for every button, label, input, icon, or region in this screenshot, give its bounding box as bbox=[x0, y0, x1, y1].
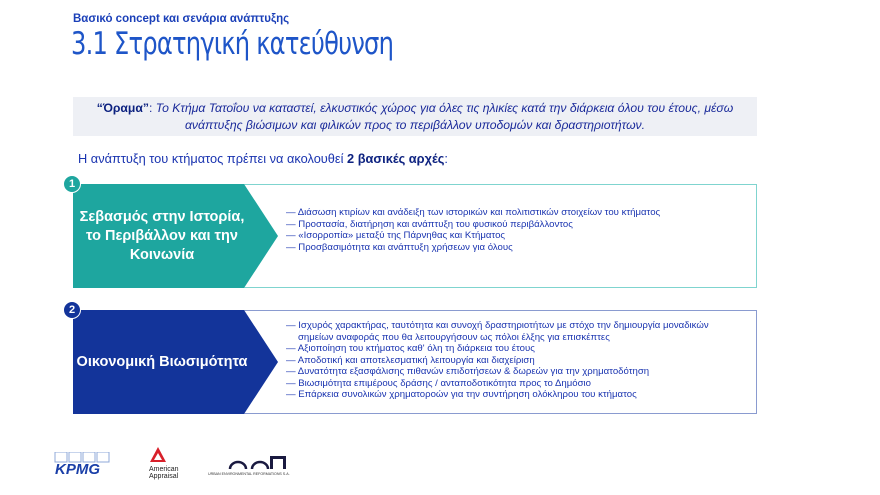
page-title: 3.1 Στρατηγική κατεύθυνση bbox=[71, 26, 394, 62]
kpmg-logo bbox=[54, 452, 112, 476]
bullet-item: — Προστασία, διατήρηση και ανάπτυξη του φυσικού περιβάλλοντος bbox=[286, 219, 660, 231]
american-appraisal-logo bbox=[148, 446, 183, 482]
principle-2-bullets bbox=[286, 320, 746, 401]
principle-1-bullets bbox=[286, 207, 660, 253]
principle-2-arrow bbox=[73, 310, 278, 414]
number-badge-2: 2 bbox=[63, 301, 81, 319]
principle-1-title: Σεβασμός στην Ιστορία, το Περιβάλλον και την Κοινωνία bbox=[79, 208, 245, 263]
principle-1-arrow bbox=[73, 184, 278, 288]
bullet-item: — Αξιοποίηση του κτήματος καθ' όλη τη διάρκεια του έτους bbox=[286, 343, 746, 355]
bullet-item: — Ισχυρός χαρακτήρας, ταυτότητα και συνοχή δραστηριοτήτων με στόχο την δημιουργία μοναδικών σημείων αναφοράς που θα λειτουργήσουν ως πόλοι έλξης για επισκέπτες bbox=[286, 320, 746, 343]
bullet-item: — Επάρκεια συνολικών χρηματοροών για την συντήρηση ολόκληρου του κτήματος bbox=[286, 389, 746, 401]
section-subtitle: Βασικό concept και σενάρια ανάπτυξης bbox=[73, 13, 290, 25]
bullet-item: — Διάσωση κτιρίων και ανάδειξη των ιστορικών και πολιτιστικών στοιχείων του κτήματος bbox=[286, 207, 660, 219]
svg-text:Appraisal: Appraisal bbox=[149, 473, 179, 480]
svg-text:URBAN ENVIRONMENTAL REFORMATIO: URBAN ENVIRONMENTAL REFORMATIONS S.A. bbox=[208, 472, 290, 476]
svg-text:KPMG: KPMG bbox=[55, 461, 100, 476]
vision-text-line1: Το Κτήμα Τατοΐου να καταστεί, ελκυστικός χώρος για όλες τις ηλικίες κατά την διάρκεια όλου του έτους, μέσω bbox=[155, 101, 734, 115]
vision-label: “Όραμα” bbox=[96, 101, 149, 115]
principle-2-title: Οικονομική Βιωσιμότητα bbox=[76, 353, 248, 370]
vision-text-line2: ανάπτυξης βιώσιμων και φιλικών προς το περιβάλλον υποδομών και δραστηριοτήτων. bbox=[184, 118, 646, 132]
principle-card-1 bbox=[73, 184, 757, 288]
bullet-item: — Αποδοτική και αποτελεσματική λειτουργία και διαχείριση bbox=[286, 355, 746, 367]
bullet-item: — Προσβασιμότητα και ανάπτυξη χρήσεων για όλους bbox=[286, 242, 660, 254]
bullet-item: — Βιωσιμότητα επιμέρους δράσης / ανταποδοτικότητα προς το Δημόσιο bbox=[286, 378, 746, 390]
svg-text:American: American bbox=[149, 466, 179, 473]
number-badge-1: 1 bbox=[63, 175, 81, 193]
bullet-item: — Δυνατότητα εξασφάλισης πιθανών επιδοτήσεων & δωρεών για την χρηματοδότηση bbox=[286, 366, 746, 378]
footer-logos bbox=[0, 440, 880, 485]
bullet-item: — «Ισορροπία» μεταξύ της Πάρνηθας και Κτήματος bbox=[286, 230, 660, 242]
intro-text: Η ανάπτυξη του κτήματος πρέπει να ακολουθεί 2 βασικές αρχές: bbox=[78, 151, 448, 166]
principle-card-2 bbox=[73, 310, 757, 414]
vision-statement: “Όραμα”: Το Κτήμα Τατοΐου να καταστεί, ελκυστικός χώρος για όλες τις ηλικίες κατά την διάρκεια όλου του έτους, μέσω ανάπτυξης βιώσιμων και φιλικών προς το περιβάλλον υποδομών και δραστηριοτήτων. bbox=[73, 97, 757, 136]
uer-logo bbox=[208, 453, 296, 477]
